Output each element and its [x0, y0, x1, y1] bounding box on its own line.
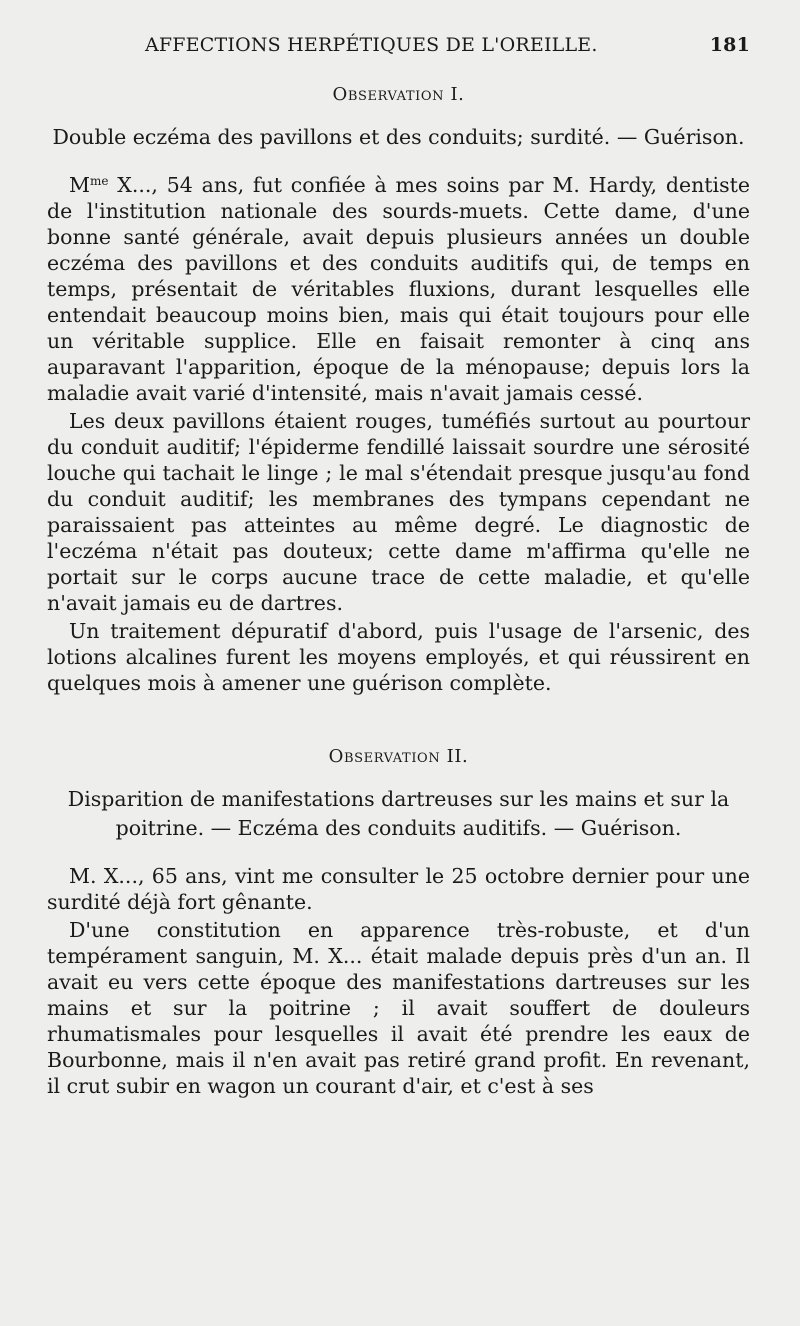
- case-title: Double eczéma des pavillons et des conduits; surdité. — Guérison.: [52, 125, 745, 149]
- title-abbrev: M: [69, 173, 90, 197]
- paragraph: D'une constitution en apparence très-robuste, et d'un tempérament sanguin, M. X... était malade depuis près d'un an. Il avait eu vers cette époque des manifestations dartreuses sur les mains et sur la poitrine ; il avait souffert de douleurs rhumatismales pour lesquelles il avait été prendre les eaux de Bourbonne, mais il n'en avait pas retiré grand profit. En revenant, il crut subir en wagon un courant d'air, et c'est à ses: [47, 918, 750, 1098]
- paragraph-text: X..., 54 ans, fut confiée à mes soins par M. Hardy, dentiste de l'institution nationale des sourds-muets. Cette dame, d'une bonne santé générale, avait depuis plusieurs années un double eczéma des pavillons et des conduits auditifs qui, de temps en temps, présentait de véritables fluxions, durant lesquelles elle entendait beaucoup moins bien, mais qui était toujours pour elle un véritable supplice. Elle en faisait remonter à cinq ans auparavant l'apparition, époque de la ménopause; depuis lors la maladie avait varié d'intensité, mais n'avait jamais cessé.: [47, 173, 750, 405]
- running-head: [145, 34, 750, 64]
- observation-1: [47, 84, 750, 696]
- title-abbrev-superscript: me: [90, 174, 109, 188]
- paragraph: Un traitement dépuratif d'abord, puis l'usage de l'arsenic, des lotions alcalines furent les moyens employés, et qui réussirent en quelques mois à amener une guérison complète.: [47, 619, 750, 695]
- observation-heading: Observation I.: [332, 84, 465, 105]
- observation-2: [47, 746, 750, 1099]
- running-head-title: AFFECTIONS HERPÉTIQUES DE L'OREILLE.: [145, 34, 598, 56]
- case-title: Disparition de manifestations dartreuses sur les mains et sur la poitrine. — Eczéma des conduits auditifs. — Guérison.: [67, 787, 730, 840]
- paragraph: [47, 172, 750, 406]
- page-number: 181: [709, 34, 750, 56]
- paragraph: M. X..., 65 ans, vint me consulter le 25 octobre dernier pour une surdité déjà fort gênante.: [47, 864, 750, 914]
- section-gap: [47, 696, 750, 726]
- observation-heading: Observation II.: [328, 746, 469, 767]
- paragraph: Les deux pavillons étaient rouges, tuméfiés surtout au pourtour du conduit auditif; l'épiderme fendillé laissait sourdre une sérosité louche qui tachait le linge ; le mal s'étendait presque jusqu'au fond du conduit auditif; les membranes des tympans cependant ne paraissaient pas atteintes au même degré. Le diagnostic de l'eczéma n'était pas douteux; cette dame m'affirma qu'elle ne portait sur le corps aucune trace de cette maladie, et qu'elle n'avait jamais eu de dartres.: [47, 409, 750, 615]
